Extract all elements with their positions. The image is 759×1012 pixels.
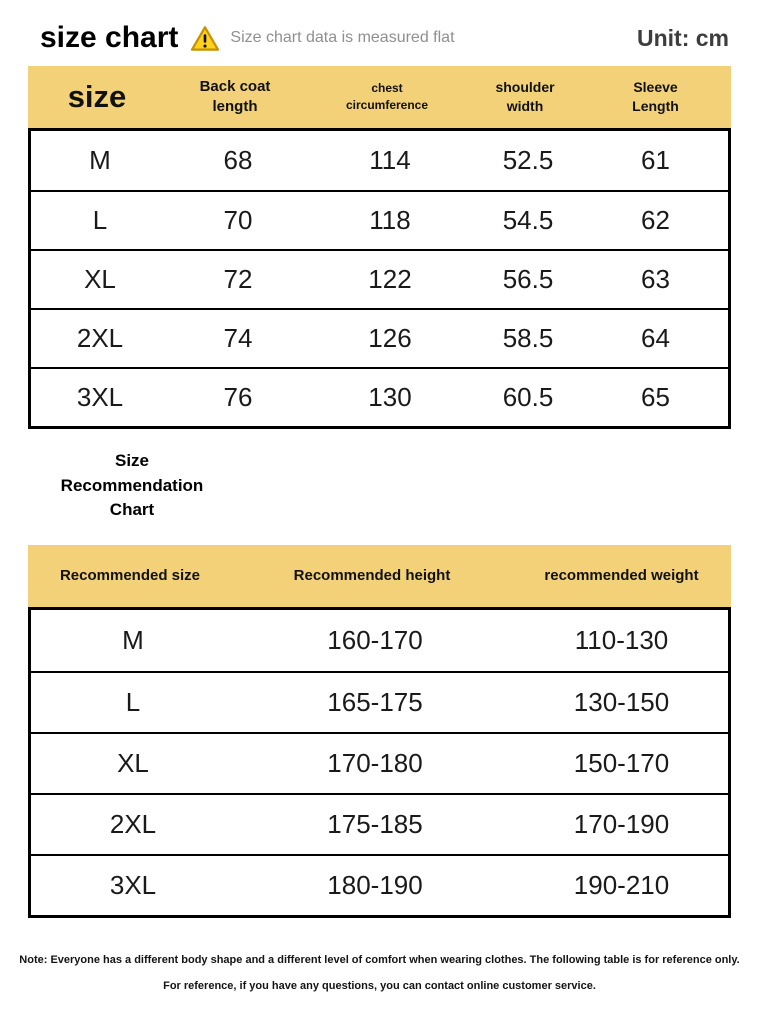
- recommendation-table-header-row: [28, 545, 731, 607]
- table-cell: 63: [641, 264, 670, 294]
- table-cell: L: [92, 205, 108, 235]
- note-line-1: Note: Everyone has a different body shape and a different level of comfort when wearing clothes. The following table is for reference only.: [19, 953, 740, 966]
- column-header-size: size: [67, 79, 127, 115]
- column-header-recommended-height: Recommended height: [293, 566, 451, 584]
- table-cell: 65: [641, 382, 670, 412]
- table-cell: 122: [368, 264, 412, 294]
- column-header-recommended-size: Recommended size: [59, 566, 201, 584]
- column-header-back-coat-length: Back coat length: [199, 77, 271, 115]
- table-row: [31, 610, 728, 671]
- subtitle: Size chart data is measured flat: [230, 29, 455, 46]
- table-cell: 180-190: [327, 869, 423, 900]
- table-cell: M: [122, 624, 144, 655]
- table-row: [31, 131, 728, 190]
- table-cell: 72: [223, 264, 253, 294]
- recommendation-heading: Size Recommendation Chart: [60, 451, 204, 520]
- size-table-body: [28, 128, 731, 429]
- page-title: size chart: [40, 21, 179, 54]
- table-row: [31, 793, 728, 854]
- table-cell: 61: [641, 145, 670, 175]
- table-cell: 3XL: [76, 382, 124, 412]
- table-cell: 52.5: [502, 145, 554, 175]
- table-cell: XL: [84, 264, 116, 294]
- table-cell: 170-180: [327, 747, 423, 778]
- table-cell: 170-190: [573, 808, 670, 839]
- recommendation-table-body: [28, 607, 731, 918]
- table-cell: 126: [368, 323, 412, 353]
- footer-notes: [0, 954, 759, 992]
- unit-label: Unit: cm: [637, 24, 729, 51]
- table-cell: XL: [117, 747, 149, 778]
- table-row: [31, 671, 728, 732]
- warning-triangle-icon: [190, 25, 220, 52]
- table-cell: 130: [368, 382, 412, 412]
- table-cell: 58.5: [502, 323, 554, 353]
- table-cell: 175-185: [327, 808, 423, 839]
- table-cell: 190-210: [573, 869, 670, 900]
- column-header-sleeve-length: Sleeve Length: [632, 79, 679, 114]
- table-cell: 68: [223, 145, 253, 175]
- table-row: [31, 854, 728, 915]
- size-table-header-row: [28, 66, 731, 128]
- table-cell: 60.5: [502, 382, 554, 412]
- table-cell: 110-130: [574, 624, 669, 655]
- table-cell: 64: [641, 323, 670, 353]
- table-cell: L: [125, 686, 141, 717]
- table-cell: 2XL: [109, 808, 157, 839]
- table-row: [31, 367, 728, 426]
- note-line-2: For reference, if you have any questions, you can contact online customer service.: [163, 979, 596, 992]
- table-cell: 3XL: [109, 869, 157, 900]
- table-cell: 76: [223, 382, 253, 412]
- table-cell: 118: [369, 205, 411, 235]
- size-table: [28, 66, 731, 429]
- table-cell: 150-170: [573, 747, 670, 778]
- table-row: [31, 732, 728, 793]
- table-cell: 160-170: [327, 624, 423, 655]
- table-cell: 130-150: [573, 686, 670, 717]
- table-cell: 54.5: [502, 205, 554, 235]
- column-header-chest-circumference: chest circumference: [345, 81, 429, 112]
- recommendation-table: [28, 545, 731, 918]
- column-header-recommended-weight: recommended weight: [544, 566, 699, 584]
- table-row: [31, 249, 728, 308]
- table-cell: 74: [223, 323, 253, 353]
- table-row: [31, 190, 728, 249]
- table-cell: 2XL: [76, 323, 124, 353]
- table-cell: 56.5: [502, 264, 554, 294]
- table-cell: 114: [369, 145, 411, 175]
- table-cell: 165-175: [327, 686, 423, 717]
- table-cell: 70: [223, 205, 253, 235]
- header: [0, 0, 759, 54]
- table-cell: 62: [641, 205, 670, 235]
- table-cell: M: [89, 145, 111, 175]
- column-header-shoulder-width: shoulder width: [495, 79, 555, 114]
- table-row: [31, 308, 728, 367]
